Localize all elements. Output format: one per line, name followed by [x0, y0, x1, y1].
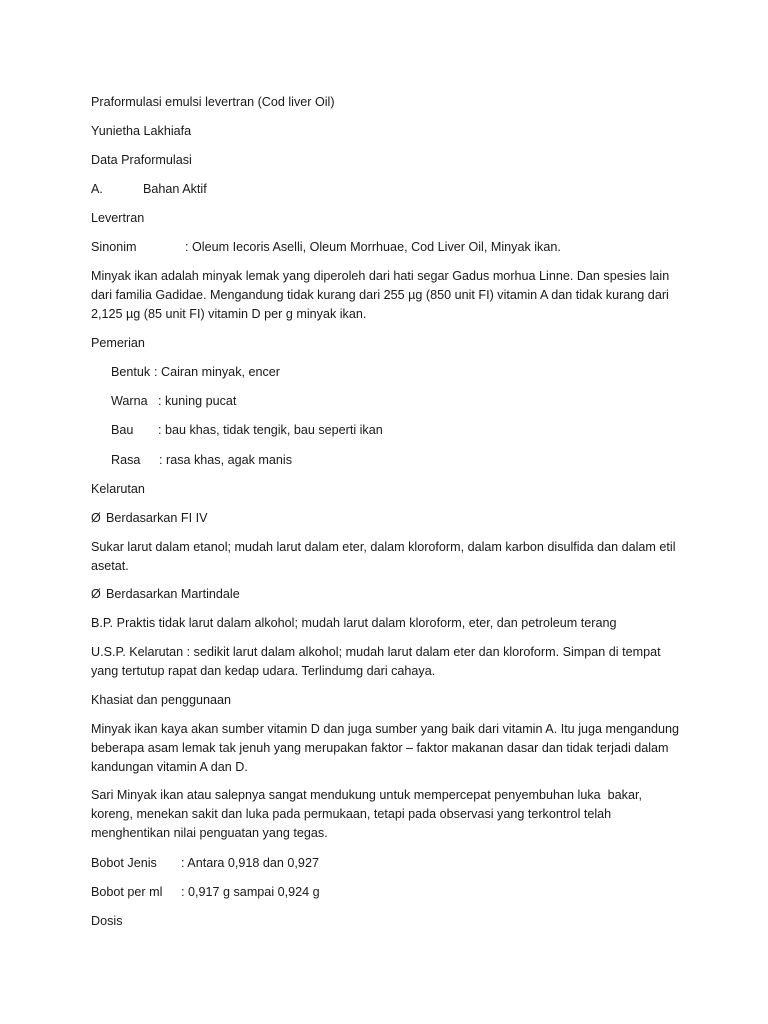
bobot-jenis-value: : Antara 0,918 dan 0,927 — [181, 856, 319, 870]
pemerian-label: Bentuk — [111, 365, 151, 379]
fi-heading: Berdasarkan FI IV — [106, 511, 208, 525]
pemerian-label: Bau — [111, 423, 134, 437]
document-title: Praformulasi emulsi levertran (Cod liver Oil) — [91, 95, 335, 109]
pemerian-label: Rasa — [111, 453, 141, 467]
synonym-label: Sinonim — [91, 240, 137, 254]
pemerian-value: : rasa khas, agak manis — [159, 453, 292, 467]
dosis-heading: Dosis — [91, 914, 123, 928]
description-paragraph: Minyak ikan adalah minyak lemak yang diperoleh dari hati segar Gadus morhua Linne. Dan spesies lain dari familia Gadidae. Mengandung tidak kurang dari 255 µg (850 unit FI) vitamin A dan tidak kurang dari 2,125 µg (85 unit FI) vitamin D per g minyak ikan. — [91, 269, 673, 321]
bobot-jenis-label: Bobot Jenis — [91, 856, 157, 870]
bobot-per-ml-label: Bobot per ml — [91, 885, 163, 899]
fi-solubility-text: Sukar larut dalam etanol; mudah larut dalam eter, dalam kloroform, dalam karbon disulfida dan dalam etil asetat. — [91, 540, 680, 573]
section-heading: Data Praformulasi — [91, 153, 192, 167]
usp-solubility-text: U.S.P. Kelarutan : sedikit larut dalam alkohol; mudah larut dalam eter dan kloroform. Simpan di tempat yang tertutup rapat dan kedap udara. Terlindumg dari cahaya. — [91, 645, 665, 678]
pemerian-label: Warna — [111, 394, 148, 408]
pemerian-value: : kuning pucat — [158, 394, 237, 408]
martindale-heading: Berdasarkan Martindale — [106, 587, 240, 601]
khasiat-paragraph-2: Sari Minyak ikan atau salepnya sangat mendukung untuk mempercepat penyembuhan luka bakar, koreng, menekan sakit dan luka pada permukaan, tetapi pada observasi yang terkontrol telah menghentikan nilai penguatan yang tegas. — [91, 788, 646, 840]
bp-solubility-text: B.P. Praktis tidak larut dalam alkohol; mudah larut dalam kloroform, eter, dan petroleum terang — [91, 616, 617, 630]
khasiat-heading: Khasiat dan penggunaan — [91, 693, 232, 707]
bullet-icon: Ø — [91, 587, 101, 601]
bullet-icon: Ø — [91, 511, 101, 525]
subsection-number: A. — [91, 182, 103, 196]
khasiat-paragraph-1: Minyak ikan kaya akan sumber vitamin D dan juga sumber yang baik dari vitamin A. Itu juga mengandung beberapa asam lemak tak jenuh yang merupakan faktor – faktor makanan dasar dan tidak terjadi dalam kandungan vitamin A dan D. — [91, 722, 683, 774]
subsection-title: Bahan Aktif — [143, 182, 207, 196]
synonym-value: : Oleum Iecoris Aselli, Oleum Morrhuae, Cod Liver Oil, Minyak ikan. — [185, 240, 561, 254]
pemerian-heading: Pemerian — [91, 336, 145, 350]
kelarutan-heading: Kelarutan — [91, 482, 145, 496]
pemerian-value: : Cairan minyak, encer — [154, 365, 280, 379]
bobot-per-ml-value: : 0,917 g sampai 0,924 g — [181, 885, 320, 899]
author-name: Yunietha Lakhiafa — [91, 124, 192, 138]
substance-name: Levertran — [91, 211, 145, 225]
pemerian-value: : bau khas, tidak tengik, bau seperti ikan — [158, 423, 383, 437]
